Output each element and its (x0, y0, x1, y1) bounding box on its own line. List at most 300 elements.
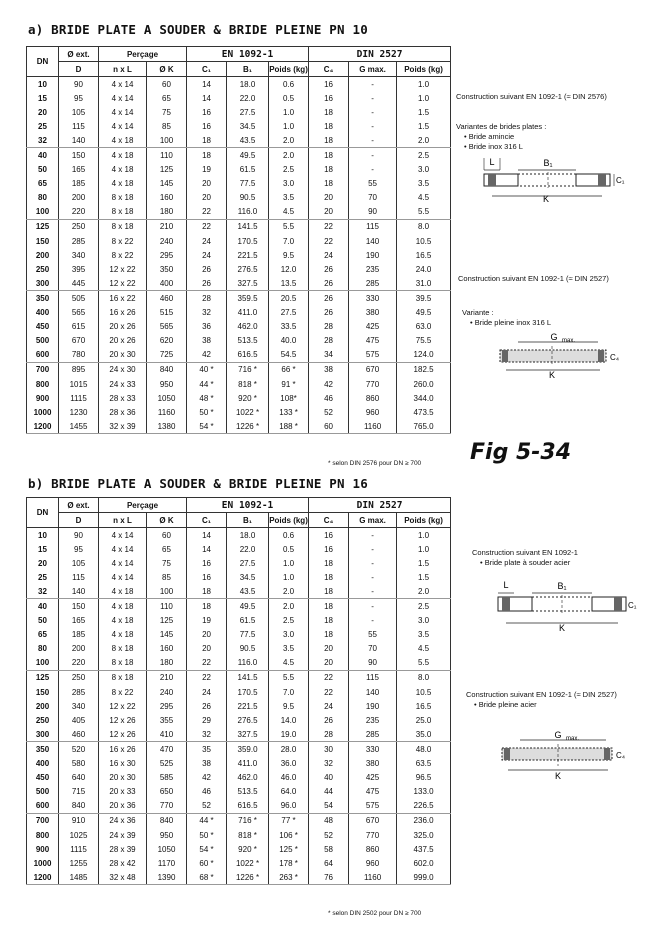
cell-nxl: 32 x 48 (99, 870, 147, 885)
header-nxl: n x L (99, 513, 147, 528)
label-b1: B₁ (557, 581, 567, 591)
cell-poids: 2.0 (269, 584, 309, 599)
cell-poids2: 63.0 (397, 320, 451, 334)
table-row (27, 685, 451, 699)
cell-gmax: - (349, 528, 397, 543)
cell-b1: 116.0 (227, 656, 269, 671)
cell-d: 460 (59, 727, 99, 742)
cell-c4: 18 (309, 570, 349, 584)
cell-poids2: 24.0 (397, 262, 451, 276)
cell-ok: 65 (147, 91, 187, 105)
cell-nxl: 20 x 36 (99, 799, 147, 814)
cell-ok: 585 (147, 771, 187, 785)
cell-d: 95 (59, 91, 99, 105)
cell-d: 115 (59, 119, 99, 133)
cell-c1: 26 (187, 262, 227, 276)
cell-dn: 40 (27, 148, 59, 163)
cell-b1: 616.5 (227, 799, 269, 814)
cell-d: 715 (59, 785, 99, 799)
cell-dn: 20 (27, 105, 59, 119)
cell-d: 105 (59, 556, 99, 570)
cell-c4: 30 (309, 742, 349, 757)
cell-dn: 65 (27, 628, 59, 642)
cell-d: 250 (59, 670, 99, 685)
table-note-a: * selon DIN 2576 pour DN ≥ 700 (328, 460, 422, 467)
cell-d: 200 (59, 642, 99, 656)
table-row (27, 362, 451, 377)
table-row (27, 163, 451, 177)
cell-gmax: 670 (349, 362, 397, 377)
table-row (27, 528, 451, 543)
cell-c4: 20 (309, 642, 349, 656)
cell-nxl: 8 x 18 (99, 219, 147, 234)
header-poids: Poids (kg) (269, 513, 309, 528)
table-row (27, 219, 451, 234)
cell-b1: 462.0 (227, 771, 269, 785)
blind-flange-drawing-a (494, 332, 624, 382)
cell-dn: 125 (27, 219, 59, 234)
table-row (27, 813, 451, 828)
cell-nxl: 4 x 14 (99, 528, 147, 543)
cell-b1: 411.0 (227, 306, 269, 320)
cell-c1: 28 (187, 291, 227, 306)
cell-dn: 1200 (27, 870, 59, 885)
cell-poids2: 999.0 (397, 870, 451, 885)
cell-dn: 20 (27, 556, 59, 570)
table-row (27, 377, 451, 391)
cell-gmax: 55 (349, 628, 397, 642)
cell-b1: 359.0 (227, 742, 269, 757)
cell-poids2: 8.0 (397, 219, 451, 234)
cell-nxl: 20 x 33 (99, 785, 147, 799)
cell-c1: 19 (187, 614, 227, 628)
cell-poids: 0.5 (269, 91, 309, 105)
cell-poids: 91 * (269, 377, 309, 391)
cell-poids: 4.5 (269, 656, 309, 671)
cell-ok: 295 (147, 699, 187, 713)
slip-on-flange-drawing-a (478, 152, 625, 212)
cell-c1: 42 (187, 348, 227, 363)
cell-ok: 1050 (147, 842, 187, 856)
cell-gmax: 90 (349, 656, 397, 671)
cell-gmax: 860 (349, 391, 397, 405)
side-a-variante-title: Variante : (462, 308, 494, 317)
cell-ok: 180 (147, 205, 187, 220)
cell-dn: 32 (27, 584, 59, 599)
cell-ok: 145 (147, 628, 187, 642)
cell-poids: 0.6 (269, 528, 309, 543)
cell-c1: 46 (187, 785, 227, 799)
cell-ok: 400 (147, 276, 187, 291)
table-row (27, 771, 451, 785)
table-row (27, 262, 451, 276)
cell-nxl: 4 x 18 (99, 599, 147, 614)
cell-c4: 58 (309, 842, 349, 856)
cell-d: 340 (59, 699, 99, 713)
header-d: D (59, 513, 99, 528)
cell-nxl: 32 x 39 (99, 419, 147, 434)
cell-gmax: 330 (349, 742, 397, 757)
cell-ok: 100 (147, 584, 187, 599)
cell-poids2: 8.0 (397, 670, 451, 685)
cell-dn: 1200 (27, 419, 59, 434)
cell-ok: 75 (147, 556, 187, 570)
cell-c1: 60 * (187, 856, 227, 870)
label-g-sub: max. (566, 736, 580, 742)
cell-poids: 2.5 (269, 614, 309, 628)
cell-c1: 16 (187, 105, 227, 119)
cell-c4: 22 (309, 670, 349, 685)
table-row (27, 828, 451, 842)
cell-c4: 42 (309, 377, 349, 391)
cell-poids: 188 * (269, 419, 309, 434)
cell-poids: 1.0 (269, 105, 309, 119)
cell-nxl: 16 x 26 (99, 742, 147, 757)
cell-c4: 18 (309, 119, 349, 133)
cell-poids: 3.0 (269, 628, 309, 642)
label-k: K (554, 771, 562, 781)
table-row (27, 856, 451, 870)
table-note-b: * selon DIN 2502 pour DN ≥ 700 (328, 910, 422, 917)
header-poids2: Poids (kg) (397, 513, 451, 528)
table-row (27, 205, 451, 220)
cell-ok: 470 (147, 742, 187, 757)
label-l: L (503, 580, 509, 590)
cell-nxl: 8 x 18 (99, 205, 147, 220)
cell-nxl: 24 x 33 (99, 377, 147, 391)
cell-b1: 276.5 (227, 713, 269, 727)
cell-c4: 38 (309, 362, 349, 377)
cell-nxl: 12 x 26 (99, 713, 147, 727)
cell-poids2: 39.5 (397, 291, 451, 306)
cell-gmax: 1160 (349, 419, 397, 434)
cell-poids: 96.0 (269, 799, 309, 814)
cell-nxl: 4 x 18 (99, 148, 147, 163)
label-l: L (489, 157, 495, 167)
cell-gmax: 960 (349, 405, 397, 419)
cell-poids2: 10.5 (397, 234, 451, 248)
cell-gmax: 140 (349, 685, 397, 699)
cell-poids2: 437.5 (397, 842, 451, 856)
header-b1: B₁ (227, 513, 269, 528)
cell-ok: 125 (147, 614, 187, 628)
cell-poids2: 75.5 (397, 334, 451, 348)
cell-b1: 920 * (227, 842, 269, 856)
cell-dn: 150 (27, 234, 59, 248)
cell-c4: 26 (309, 262, 349, 276)
cell-d: 1115 (59, 842, 99, 856)
cell-d: 95 (59, 542, 99, 556)
cell-d: 115 (59, 570, 99, 584)
cell-b1: 818 * (227, 377, 269, 391)
cell-b1: 920 * (227, 391, 269, 405)
cell-c1: 20 (187, 177, 227, 191)
cell-nxl: 12 x 26 (99, 727, 147, 742)
cell-poids2: 236.0 (397, 813, 451, 828)
cell-c1: 38 (187, 757, 227, 771)
cell-c1: 16 (187, 556, 227, 570)
cell-d: 1485 (59, 870, 99, 885)
side-b-construction1-title: Construction suivant EN 1092-1 (472, 548, 578, 557)
cell-gmax: - (349, 556, 397, 570)
header-nxl: n x L (99, 62, 147, 77)
cell-poids2: 2.0 (397, 584, 451, 599)
cell-poids: 12.0 (269, 262, 309, 276)
cell-poids: 64.0 (269, 785, 309, 799)
cell-d: 1230 (59, 405, 99, 419)
side-a-variantes-title: Variantes de brides plates : (456, 122, 547, 131)
section-b-title: b) BRIDE PLATE A SOUDER & BRIDE PLEINE PN 16 (28, 476, 368, 491)
cell-b1: 327.5 (227, 727, 269, 742)
cell-poids: 9.5 (269, 248, 309, 262)
cell-poids: 0.5 (269, 542, 309, 556)
cell-gmax: 115 (349, 670, 397, 685)
cell-ok: 840 (147, 362, 187, 377)
cell-poids: 1.0 (269, 556, 309, 570)
cell-poids2: 1.5 (397, 570, 451, 584)
cell-c4: 48 (309, 813, 349, 828)
cell-b1: 43.5 (227, 133, 269, 148)
label-g-sub: max. (562, 338, 576, 344)
cell-d: 840 (59, 799, 99, 814)
cell-c4: 28 (309, 334, 349, 348)
cell-poids2: 133.0 (397, 785, 451, 799)
cell-b1: 716 * (227, 362, 269, 377)
cell-c4: 60 (309, 419, 349, 434)
side-a-variantes (456, 122, 546, 152)
cell-dn: 200 (27, 248, 59, 262)
cell-d: 250 (59, 219, 99, 234)
cell-c4: 18 (309, 163, 349, 177)
cell-nxl: 4 x 14 (99, 542, 147, 556)
cell-ok: 60 (147, 528, 187, 543)
slip-on-flange-drawing-b (488, 575, 638, 637)
cell-d: 285 (59, 234, 99, 248)
cell-poids: 2.5 (269, 163, 309, 177)
cell-poids: 2.0 (269, 133, 309, 148)
side-a-variante-item: • Bride amincie (464, 132, 546, 142)
cell-c1: 18 (187, 599, 227, 614)
cell-poids2: 25.0 (397, 713, 451, 727)
cell-ok: 620 (147, 334, 187, 348)
cell-poids: 13.5 (269, 276, 309, 291)
cell-nxl: 8 x 18 (99, 670, 147, 685)
cell-d: 1015 (59, 377, 99, 391)
cell-d: 405 (59, 713, 99, 727)
cell-dn: 900 (27, 391, 59, 405)
side-b-construction1 (472, 548, 578, 568)
cell-poids: 2.0 (269, 148, 309, 163)
cell-poids: 54.5 (269, 348, 309, 363)
cell-poids: 46.0 (269, 771, 309, 785)
cell-nxl: 4 x 14 (99, 570, 147, 584)
cell-c1: 26 (187, 699, 227, 713)
cell-ok: 650 (147, 785, 187, 799)
cell-c4: 22 (309, 685, 349, 699)
cell-c1: 18 (187, 133, 227, 148)
header-din2527: DIN 2527 (309, 47, 451, 62)
cell-gmax: 425 (349, 771, 397, 785)
cell-poids2: 4.5 (397, 191, 451, 205)
cell-c1: 29 (187, 713, 227, 727)
cell-dn: 80 (27, 191, 59, 205)
cell-poids: 27.5 (269, 306, 309, 320)
table-row (27, 334, 451, 348)
cell-dn: 80 (27, 642, 59, 656)
cell-c4: 40 (309, 771, 349, 785)
cell-b1: 513.5 (227, 785, 269, 799)
cell-dn: 10 (27, 528, 59, 543)
table-row (27, 670, 451, 685)
cell-c4: 20 (309, 656, 349, 671)
cell-c4: 18 (309, 584, 349, 599)
cell-ok: 355 (147, 713, 187, 727)
cell-dn: 900 (27, 842, 59, 856)
cell-c4: 18 (309, 599, 349, 614)
label-c4: C₄ (610, 353, 620, 362)
cell-c1: 24 (187, 234, 227, 248)
figure-label: Fig 5-34 (470, 440, 572, 465)
cell-b1: 462.0 (227, 320, 269, 334)
cell-d: 200 (59, 191, 99, 205)
cell-poids2: 765.0 (397, 419, 451, 434)
cell-c4: 20 (309, 205, 349, 220)
cell-poids2: 16.5 (397, 699, 451, 713)
table-row (27, 713, 451, 727)
cell-c4: 26 (309, 276, 349, 291)
cell-dn: 400 (27, 306, 59, 320)
cell-dn: 1000 (27, 405, 59, 419)
header-gmax: G max. (349, 513, 397, 528)
cell-dn: 65 (27, 177, 59, 191)
cell-gmax: - (349, 163, 397, 177)
header-c1: C₁ (187, 513, 227, 528)
cell-d: 165 (59, 163, 99, 177)
table-row (27, 542, 451, 556)
cell-nxl: 12 x 22 (99, 699, 147, 713)
cell-gmax: 860 (349, 842, 397, 856)
cell-c4: 26 (309, 291, 349, 306)
header-ext: Ø ext. (59, 498, 99, 513)
cell-nxl: 16 x 22 (99, 291, 147, 306)
cell-gmax: 190 (349, 248, 397, 262)
cell-nxl: 20 x 26 (99, 320, 147, 334)
cell-poids2: 1.5 (397, 556, 451, 570)
cell-dn: 10 (27, 77, 59, 92)
cell-b1: 43.5 (227, 584, 269, 599)
cell-nxl: 24 x 39 (99, 828, 147, 842)
cell-nxl: 4 x 14 (99, 556, 147, 570)
cell-b1: 22.0 (227, 91, 269, 105)
cell-ok: 110 (147, 148, 187, 163)
header-b1: B₁ (227, 62, 269, 77)
cell-b1: 77.5 (227, 628, 269, 642)
cell-gmax: 285 (349, 276, 397, 291)
cell-nxl: 24 x 30 (99, 362, 147, 377)
header-en1092: EN 1092-1 (187, 498, 309, 513)
cell-c1: 54 * (187, 842, 227, 856)
cell-dn: 450 (27, 771, 59, 785)
cell-poids2: 325.0 (397, 828, 451, 842)
label-c4: C₄ (616, 751, 626, 760)
cell-c4: 44 (309, 785, 349, 799)
cell-c1: 14 (187, 542, 227, 556)
cell-gmax: - (349, 599, 397, 614)
cell-b1: 616.5 (227, 348, 269, 363)
cell-dn: 600 (27, 348, 59, 363)
table-row (27, 642, 451, 656)
cell-ok: 145 (147, 177, 187, 191)
cell-b1: 90.5 (227, 191, 269, 205)
cell-d: 505 (59, 291, 99, 306)
cell-c1: 50 * (187, 405, 227, 419)
table-row (27, 842, 451, 856)
table-row (27, 320, 451, 334)
cell-c1: 38 (187, 334, 227, 348)
cell-d: 140 (59, 584, 99, 599)
cell-d: 185 (59, 628, 99, 642)
cell-c1: 14 (187, 91, 227, 105)
cell-d: 640 (59, 771, 99, 785)
cell-gmax: 475 (349, 785, 397, 799)
cell-poids: 1.0 (269, 570, 309, 584)
cell-dn: 700 (27, 362, 59, 377)
side-a-variante-item: • Bride inox 316 L (464, 142, 546, 152)
cell-gmax: 190 (349, 699, 397, 713)
cell-d: 1255 (59, 856, 99, 870)
cell-poids2: 602.0 (397, 856, 451, 870)
cell-dn: 350 (27, 742, 59, 757)
cell-nxl: 28 x 42 (99, 856, 147, 870)
cell-poids2: 5.5 (397, 205, 451, 220)
table-row (27, 870, 451, 885)
table-row (27, 276, 451, 291)
cell-poids: 28.0 (269, 742, 309, 757)
cell-c1: 50 * (187, 828, 227, 842)
cell-ok: 725 (147, 348, 187, 363)
cell-ok: 840 (147, 813, 187, 828)
cell-poids: 33.5 (269, 320, 309, 334)
cell-dn: 500 (27, 334, 59, 348)
cell-ok: 770 (147, 799, 187, 814)
cell-ok: 295 (147, 248, 187, 262)
cell-nxl: 4 x 18 (99, 628, 147, 642)
cell-ok: 525 (147, 757, 187, 771)
cell-c1: 44 * (187, 377, 227, 391)
cell-poids2: 1.0 (397, 528, 451, 543)
cell-poids2: 1.5 (397, 105, 451, 119)
cell-d: 105 (59, 105, 99, 119)
cell-gmax: - (349, 570, 397, 584)
cell-gmax: - (349, 133, 397, 148)
cell-d: 670 (59, 334, 99, 348)
cell-d: 615 (59, 320, 99, 334)
cell-poids2: 3.0 (397, 163, 451, 177)
cell-c1: 18 (187, 148, 227, 163)
cell-poids: 4.5 (269, 205, 309, 220)
table-row (27, 291, 451, 306)
cell-b1: 818 * (227, 828, 269, 842)
label-c1: C₁ (628, 601, 637, 610)
cell-dn: 800 (27, 828, 59, 842)
cell-dn: 100 (27, 205, 59, 220)
cell-c1: 42 (187, 771, 227, 785)
cell-nxl: 20 x 30 (99, 348, 147, 363)
cell-dn: 100 (27, 656, 59, 671)
cell-c4: 16 (309, 542, 349, 556)
cell-poids: 14.0 (269, 713, 309, 727)
cell-poids: 7.0 (269, 685, 309, 699)
